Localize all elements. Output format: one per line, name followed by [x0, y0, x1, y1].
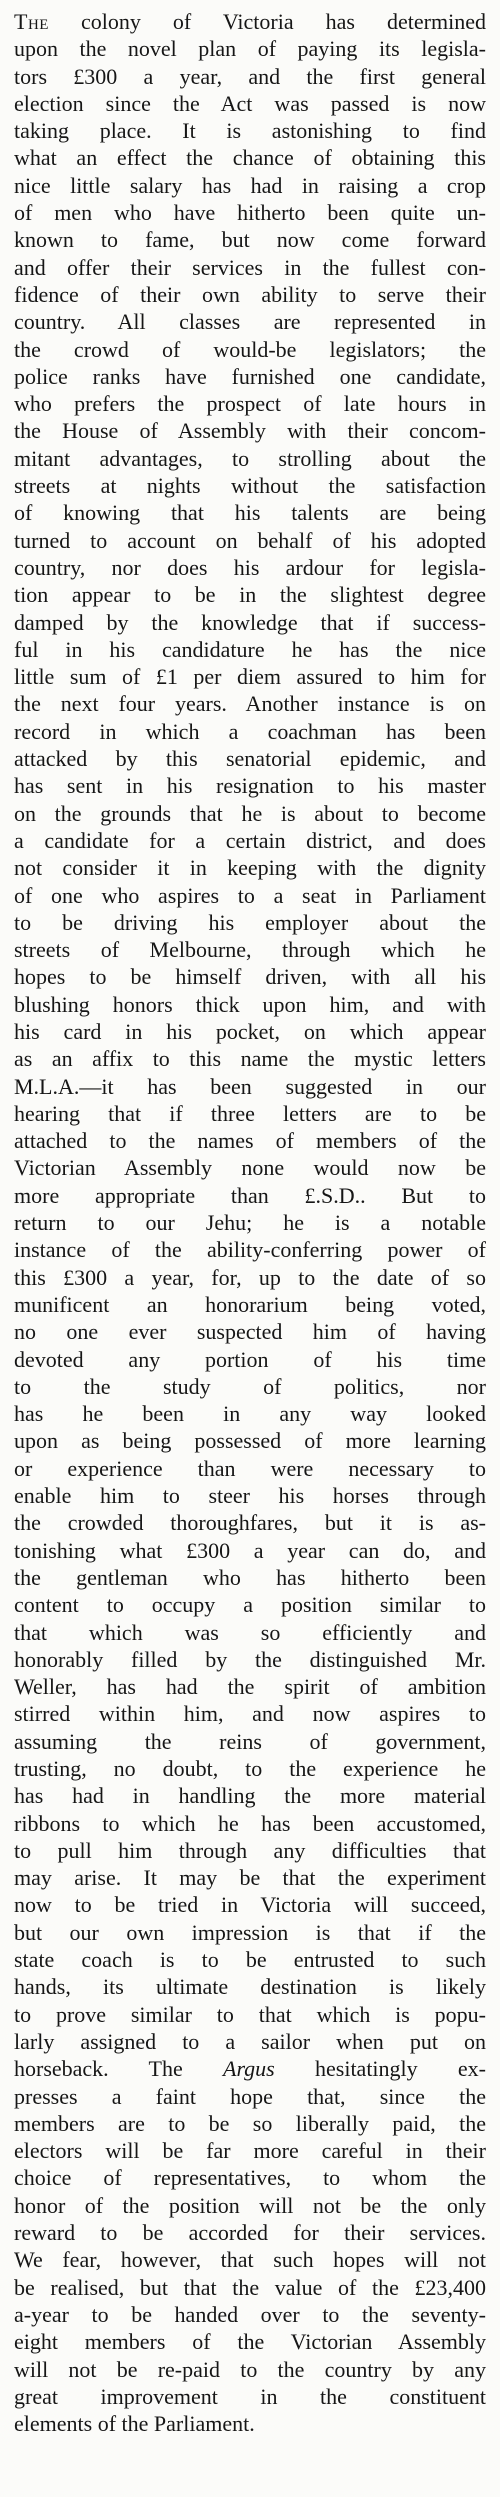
article-line: turned to account on behalf of his adopted	[14, 527, 486, 553]
article-line: to the study of politics, nor	[14, 1373, 486, 1399]
article-line: country. All classes are represented in	[14, 309, 486, 335]
article-line: as an affix to this name the mystic letters	[14, 1046, 486, 1072]
article-line: upon as being possessed of more learning	[14, 1428, 486, 1454]
article-line: that which was so efficiently and	[14, 1619, 486, 1645]
article-line: a-year to be handed over to the seventy-	[14, 2301, 486, 2327]
article-line: or experience than were necessary to	[14, 1455, 486, 1481]
article-line: no one ever suspected him of having	[14, 1319, 486, 1345]
article-line: Victorian Assembly none would now be	[14, 1155, 486, 1181]
article-line: choice of representatives, to whom the	[14, 2165, 486, 2191]
article-line: police ranks have furnished one candidate,	[14, 363, 486, 389]
article-line: to prove similar to that which is popu-	[14, 2001, 486, 2027]
newspaper-name: Argus	[223, 2056, 275, 2082]
article-line: hopes to be himself driven, with all his	[14, 964, 486, 990]
article-line: honorably filled by the distinguished Mr.	[14, 1646, 486, 1672]
article-line: damped by the knowledge that if success-	[14, 609, 486, 635]
article-line: election since the Act was passed is now	[14, 90, 486, 116]
article-line: upon the novel plan of paying its legisla-	[14, 36, 486, 62]
article-line: who prefers the prospect of late hours in	[14, 391, 486, 417]
article-line: state coach is to be entrusted to such	[14, 1947, 486, 1973]
article-line: will not be re-paid to the country by any	[14, 2356, 486, 2382]
article-line: assuming the reins of government,	[14, 1728, 486, 1754]
line-text: hesitatingly ex-	[274, 2056, 486, 2082]
article-line: M.L.A.—it has been suggested in our	[14, 1073, 486, 1099]
article-line: not consider it in keeping with the dignity	[14, 855, 486, 881]
article-line: of men who have hitherto been quite un-	[14, 200, 486, 226]
article-line: electors will be far more careful in their	[14, 2138, 486, 2164]
article-line: mitant advantages, to strolling about the	[14, 445, 486, 471]
line-text: horseback. The	[14, 2056, 223, 2082]
article-line: more appropriate than £.S.D.. But to	[14, 1182, 486, 1208]
article-line: ful in his candidature he has the nice	[14, 636, 486, 662]
article-line: country, nor does his ardour for legisla-	[14, 554, 486, 580]
article-line: return to our Jehu; he is a notable	[14, 1210, 486, 1236]
article-line: the next four years. Another instance is on	[14, 691, 486, 717]
article-line	[14, 8, 486, 35]
article-line: tion appear to be in the slightest degree	[14, 582, 486, 608]
article-line: trusting, no doubt, to the experience he	[14, 1756, 486, 1781]
article-text	[14, 8, 486, 2437]
article-line: fidence of their own ability to serve their	[14, 281, 486, 307]
article-line: presses a faint hope that, since the	[14, 2083, 486, 2109]
article-line: eight members of the Victorian Assembly	[14, 2329, 486, 2355]
article-line: may arise. It may be that the experiment	[14, 1865, 486, 1891]
article-line: record in which a coachman has been	[14, 718, 486, 744]
article-line: now to be tried in Victoria will succeed,	[14, 1892, 486, 1918]
article-line: has sent in his resignation to his master	[14, 773, 486, 799]
article-line: what an effect the chance of obtaining this	[14, 145, 486, 171]
article-line: but our own impression is that if the	[14, 1919, 486, 1945]
article-line: a candidate for a certain district, and does	[14, 827, 486, 853]
article-line: taking place. It is astonishing to find	[14, 118, 486, 144]
article-line: We fear, however, that such hopes will not	[14, 2247, 486, 2273]
line-text: colony of Victoria has determined	[48, 9, 486, 34]
article-line: hands, its ultimate destination is likely	[14, 1974, 486, 2000]
article-line: great improvement in the constituent	[14, 2383, 486, 2409]
article-line: on the grounds that he is about to become	[14, 800, 486, 826]
article-line: instance of the ability-conferring power of	[14, 1237, 486, 1263]
article-line: enable him to steer his horses through	[14, 1483, 486, 1509]
article-line: has had in handling the more material	[14, 1783, 486, 1809]
article-line: hearing that if three letters are to be	[14, 1100, 486, 1126]
article-line	[14, 2055, 486, 2082]
article-line: content to occupy a position similar to	[14, 1592, 486, 1618]
article-line: munificent an honorarium being voted,	[14, 1291, 486, 1317]
article-line: Weller, has had the spirit of ambition	[14, 1674, 486, 1700]
article-line: and offer their services in the fullest con-	[14, 254, 486, 280]
article-line: blushing honors thick upon him, and with	[14, 991, 486, 1017]
article-line: streets of Melbourne, through which he	[14, 937, 486, 963]
article-line: known to fame, but now come forward	[14, 227, 486, 253]
article-line: tonishing what £300 a year can do, and	[14, 1537, 486, 1563]
article-line: streets at nights without the satisfaction	[14, 473, 486, 499]
article-line: to pull him through any difficulties that	[14, 1837, 486, 1863]
lead-word: The	[14, 9, 49, 34]
article-line: stirred within him, and now aspires to	[14, 1701, 486, 1727]
article-line: has he been in any way looked	[14, 1401, 486, 1427]
article-line: his card in his pocket, on which appear	[14, 1018, 486, 1044]
article-line: honor of the position will not be the only	[14, 2192, 486, 2218]
article-line: of knowing that his talents are being	[14, 500, 486, 526]
article-line: attacked by this senatorial epidemic, and	[14, 746, 486, 772]
article-line: tors £300 a year, and the first general	[14, 63, 486, 89]
article-line: the crowded thoroughfares, but it is as-	[14, 1510, 486, 1536]
article-line: nice little salary has had in raising a crop	[14, 172, 486, 198]
article-line: to be driving his employer about the	[14, 909, 486, 935]
article-line: members are to be so liberally paid, the	[14, 2110, 486, 2136]
article-line: the gentleman who has hitherto been	[14, 1564, 486, 1590]
article-line: of one who aspires to a seat in Parliament	[14, 882, 486, 908]
article-line: larly assigned to a sailor when put on	[14, 2028, 486, 2054]
article-line: devoted any portion of his time	[14, 1346, 486, 1372]
article-line: the crowd of would-be legislators; the	[14, 336, 486, 362]
article-line: elements of the Parliament.	[14, 2411, 255, 2437]
article-line: reward to be accorded for their services.	[14, 2220, 486, 2246]
article-line: the House of Assembly with their concom-	[14, 418, 486, 444]
article-line: ribbons to which he has been accustomed,	[14, 1810, 486, 1836]
article-line: be realised, but that the value of the £23,400	[14, 2274, 486, 2300]
article-line: attached to the names of members of the	[14, 1128, 486, 1154]
article-line: little sum of £1 per diem assured to him for	[14, 664, 486, 690]
article-line: this £300 a year, for, up to the date of so	[14, 1264, 486, 1290]
